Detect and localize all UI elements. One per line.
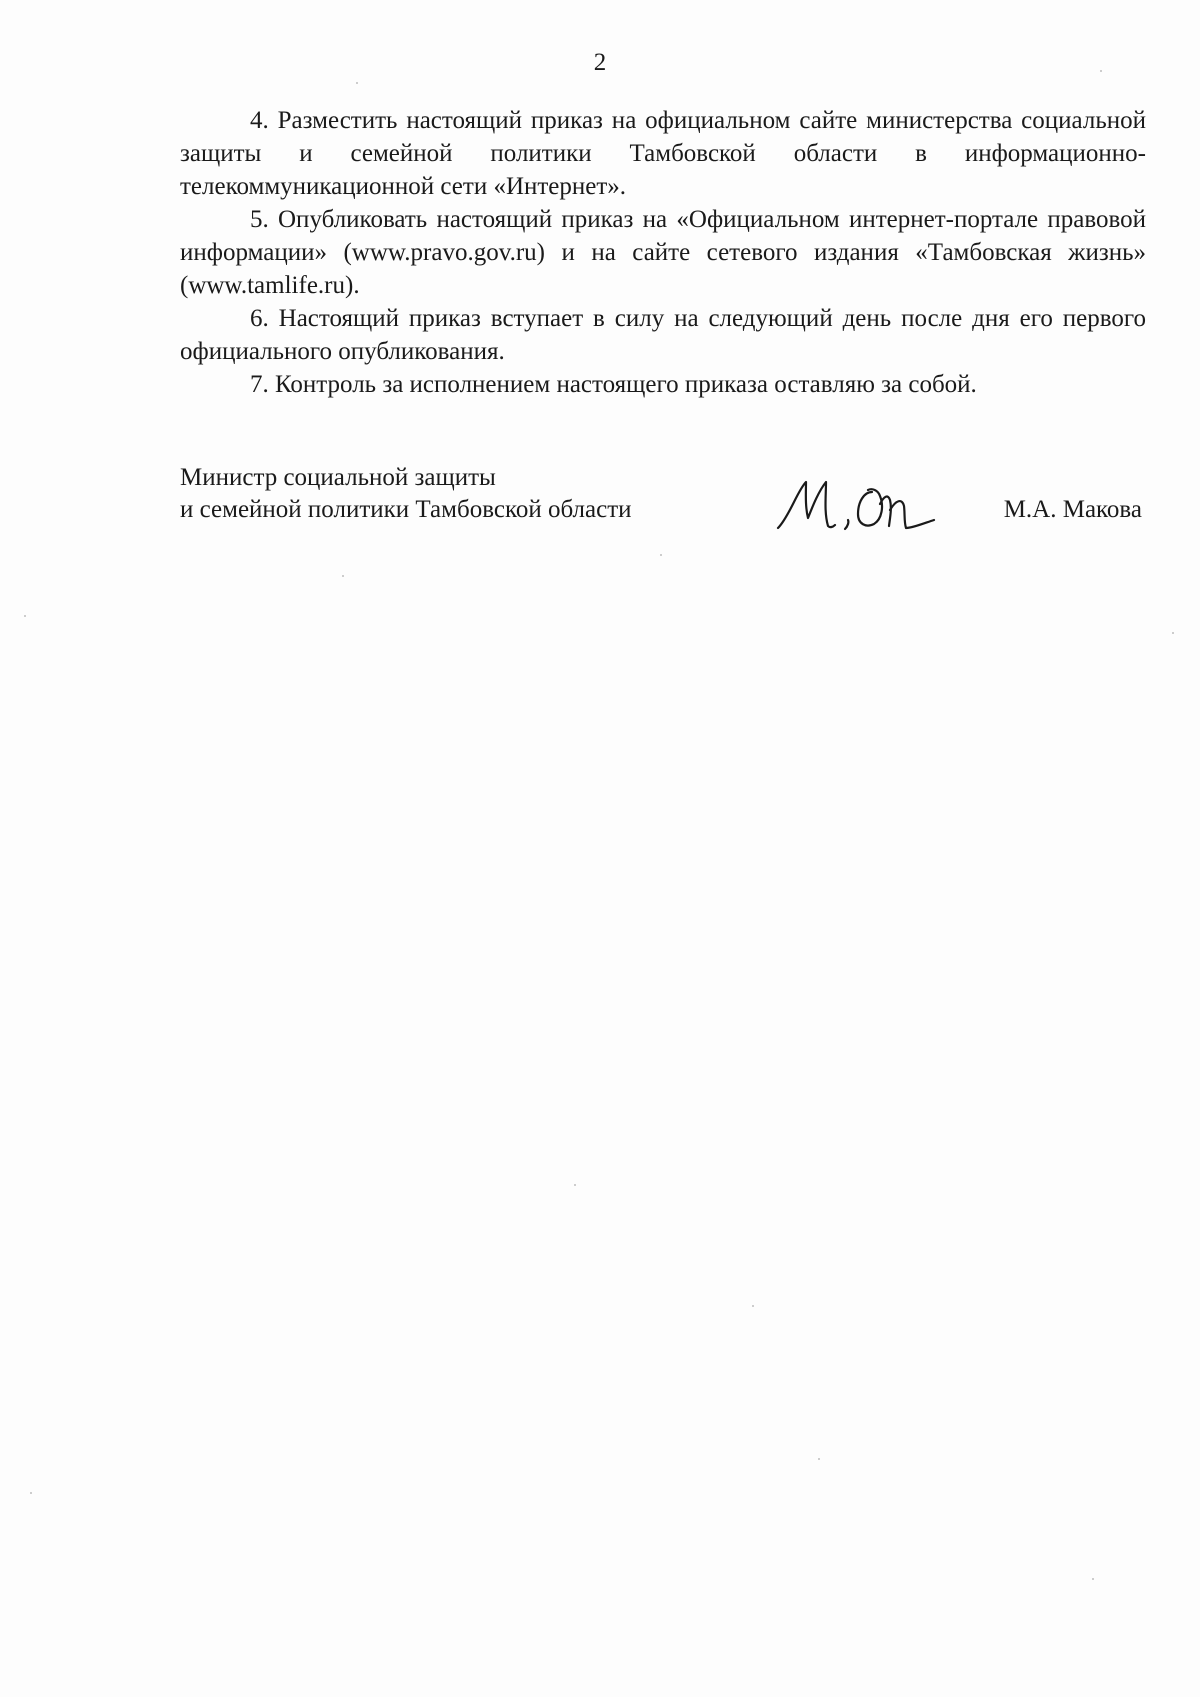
signatory-name: М.А. Макова [1003,496,1142,523]
signature-block [180,462,1146,542]
scan-speck [342,575,344,577]
paragraph-item-7: 7. Контроль за исполнением настоящего приказа оставляю за собой. [250,371,977,398]
scan-speck [574,1184,576,1186]
scan-speck [818,1458,820,1460]
signatory-title [180,462,632,526]
paragraph-item-5: 5. Опубликовать настоящий приказ на «Официальном интернет-портале правовой информации» (www.pravo.gov.ru) и на сайте сетевого издания «Тамбовская жизнь» (www.tamlife.ru). [180,206,1146,299]
scan-speck [30,1492,32,1494]
scan-speck [1172,632,1174,634]
document-body [180,104,1146,401]
paragraph-item-4: 4. Разместить настоящий приказ на официальном сайте министерства социальной защиты и семейной политики Тамбовской области в информационно-телекоммуникационной сети «Интернет». [180,107,1146,200]
paragraph-item-6: 6. Настоящий приказ вступает в силу на следующий день после дня его первого официального опубликования. [180,305,1146,365]
scan-speck [356,82,358,84]
signatory-title-line1: Министр социальной защиты [180,464,496,491]
scan-speck [1092,1578,1094,1580]
page-number: 2 [593,49,607,76]
scan-speck [1100,70,1102,72]
scan-speck [660,554,662,556]
scan-speck [752,1305,754,1307]
signatory-title-line2: и семейной политики Тамбовской области [180,496,632,523]
handwritten-signature [772,470,942,540]
scan-speck [24,615,26,617]
